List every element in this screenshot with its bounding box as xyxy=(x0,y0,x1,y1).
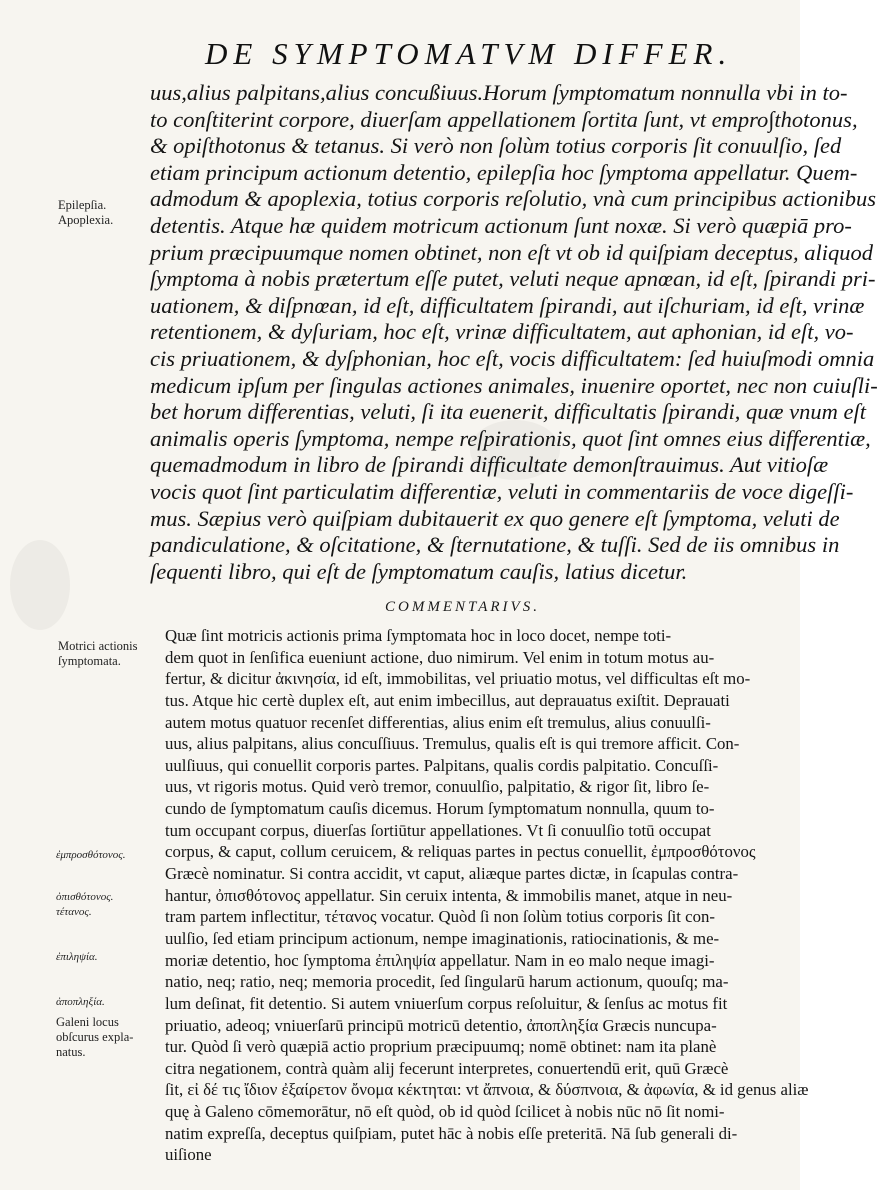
margin-note-line: ἐμπροσθότονος. xyxy=(56,849,126,861)
main-text-line: retentionem, & dyſuriam, hoc eſt, vrinæ difficultatem, aut aphonian, id eſt, vo- xyxy=(150,319,854,345)
commentarius-heading: COMMENTARIVS. xyxy=(385,599,540,615)
commentary-line: tus. Atque hic certè duplex eſt, aut enim imbecillus, aut deprauatus exiſtit. Deprauati xyxy=(165,690,730,710)
commentary-line: cundo de ſymptomatum cauſis dicemus. Horum ſymptomatum nonnulla, quum to- xyxy=(165,799,715,819)
commentary-line: uus, alius palpitans, alius concuſſiuus. Tremulus, qualis eſt is qui tremore afficit. Con- xyxy=(165,734,740,754)
margin-note-epilepsia xyxy=(58,198,113,228)
margin-note-line: Motrici actionis xyxy=(58,639,138,653)
margin-note-line: τέτανος. xyxy=(56,906,92,918)
main-text-line: prium præcipuumque nomen obtinet, non eſt vt ob id quiſpiam deceptus, aliquod xyxy=(150,239,874,265)
main-text-line: & opiſthotonus & tetanus. Si verò non ſolùm totius corporis ſit conuulſio, ſed xyxy=(150,133,842,159)
margin-note-line: Galeni locus xyxy=(56,1015,119,1029)
paper-stain xyxy=(10,540,70,630)
main-text-line: uationem, & diſpnœan, id eſt, difficultatem ſpirandi, aut iſchuriam, id eſt, vrinæ xyxy=(150,292,865,318)
commentary-line: Quæ ſint motricis actionis prima ſymptomata hoc in loco docet, nempe toti- xyxy=(165,626,672,645)
commentary-line: natim expreſſa, deceptus quiſpiam, putet hāc à nobis eſſe preteritā. Nā ſub generali di- xyxy=(165,1123,738,1143)
commentary-line: quę à Galeno cōmemorātur, nō eſt quòd, ob id quòd ſcilicet à nobis nūc nō ſit nomi- xyxy=(165,1102,725,1122)
margin-note-line: ὀπισθότονος. xyxy=(56,891,114,903)
running-head: DE SYMPTOMATVM DIFFER. xyxy=(205,36,733,71)
commentary-text xyxy=(165,625,809,1166)
commentary-line: priuatio, adeoq; vniuerſarū principū motricū detentio, ἀποπληξία Græcis nuncupa- xyxy=(165,1015,717,1035)
main-text-line: to conſtiterint corpore, diuerſam appellationem ſortita ſunt, vt empro∫thotonus, xyxy=(150,106,858,132)
margin-note-apoplexia-greek xyxy=(56,995,105,1010)
commentary-line: lum deſinat, fit detentio. Si autem vniuerſum corpus reſoluitur, & ſenſus ac motus fit xyxy=(165,993,728,1013)
margin-note-line: Epilepſia. xyxy=(58,198,107,212)
commentary-line: uulſiuus, qui conuellit corporis partes. Palpitans, qualis cordis palpitatio. Concuſſi- xyxy=(165,755,719,775)
margin-note-opisthotonos xyxy=(56,890,113,920)
main-text-line: ſequenti libro, qui eſt de ſymptomatum cauſis, latius dicetur. xyxy=(150,558,688,584)
commentary-line: citra negationem, contrà quàm alij fecerunt interpretes, conuertendū erit, quū Græcè xyxy=(165,1058,729,1078)
main-text-line: cis priuationem, & dyſphonian, hoc eſt, vocis difficultatem: ſed huiuſmodi omnia xyxy=(150,345,875,371)
main-text-line: detentis. Atque hæ quidem motricum actionum ſunt noxæ. Si verò quæpiā pro- xyxy=(150,212,852,238)
commentary-line: uulſio, ſed etiam principum actionum, nempe imaginationis, ratiocinationis, & me- xyxy=(165,928,720,948)
main-text-line: animalis operis ſymptoma, nempe reſpirationis, quot ſint omnes eius differentiæ, xyxy=(150,425,871,451)
commentary-line: autem motus quatuor recenſet differentias, alius enim eſt tremulus, alius conuulſi- xyxy=(165,712,711,732)
margin-note-line: ſymptomata. xyxy=(58,654,121,668)
commentary-line: dem quot in ſenſifica eueniunt actione, duo nimirum. Vel enim in totum motus au- xyxy=(165,647,715,667)
commentary-line: Græcè nominatur. Si contra accidit, vt caput, aliæque partes dictæ, in ſcapulas contra- xyxy=(165,864,739,884)
main-text-line: ſymptoma à nobis prætertum eſſe putet, veluti neque apnœan, id eſt, ſpirandi pri- xyxy=(150,266,876,292)
main-text-line: quemadmodum in libro de ſpirandi difficultate demonſtrauimus. Aut vitioſæ xyxy=(150,452,829,478)
main-text-line: bet horum differentias, veluti, ſi ita euenerit, difficultatis ſpirandi, quæ vnum eſt xyxy=(150,399,866,425)
commentary-line: uiſione xyxy=(165,1145,212,1165)
commentary-line: ſit, εἰ δέ τις ἴδιον ἐξαίρετον ὄνομα κέκτηται: vt ἄπνοια, & δύσπνοια, & ἀφωνία, & id genus aliæ xyxy=(165,1080,809,1100)
margin-note-line: Apoplexia. xyxy=(58,213,114,227)
margin-note-epilepsia-greek xyxy=(56,950,98,965)
main-text xyxy=(150,80,878,585)
margin-note-galeni xyxy=(56,1015,133,1060)
commentary-line: uus, vt rigoris motus. Quid verò tremor, conuulſio, palpitatio, & rigor ſit, libro ſe- xyxy=(165,777,710,797)
commentary-line: fertur, & dicitur ἀκινησία, id eſt, immobilitas, vel priuatio motus, vel difficultas eſt mo- xyxy=(165,669,751,689)
commentary-line: tram partem inflectitur, τέτανος vocatur. Quòd ſi non ſolùm totius corporis ſit con- xyxy=(165,907,715,927)
margin-note-line: obſcurus expla- xyxy=(56,1030,134,1044)
margin-note-line: natus. xyxy=(56,1045,86,1059)
commentary-line: moriæ detentio, hoc ſymptoma ἐπιληψία appellatur. Nam in eo malo neque imagi- xyxy=(165,950,715,970)
margin-note-emprosthotonos xyxy=(56,848,126,863)
main-text-line: admodum & apoplexia, totius corporis reſolutio, vnà cum principibus actionibus xyxy=(150,186,876,212)
main-text-line: uus,alius palpitans,alius concußiuus.Horum ſymptomatum nonnulla vbi in to- xyxy=(150,80,848,105)
margin-note-line: ἐπιληψία. xyxy=(56,951,98,963)
commentary-line: tum occupant corpus, diuerſas ſortiūtur appellationes. Vt ſi conuulſio totū occupat xyxy=(165,820,711,840)
commentary-line: corpus, & caput, collum ceruicem, & reliquas partes in pectus conuellit, ἐμπροσθότονος xyxy=(165,842,756,862)
main-text-line: mus. Sæpius verò quiſpiam dubitauerit ex quo genere eſt ſymptoma, veluti de xyxy=(150,505,840,531)
margin-note-line: ἀποπληξία. xyxy=(56,996,105,1008)
commentary-line: tur. Quòd ſi verò quæpiā actio proprium præcipuumq; nomē obtinet: nam ita planè xyxy=(165,1037,717,1057)
main-text-line: pandiculatione, & oſcitatione, & ſternutatione, & tuſſi. Sed de iis omnibus in xyxy=(150,532,840,558)
commentary-line: natio, neq; ratio, neq; memoria procedit, ſed ſingularū harum actionum, quouſq; ma- xyxy=(165,972,729,992)
main-text-line: vocis quot ſint particulatim differentiæ, veluti in commentariis de voce digeſſi- xyxy=(150,478,854,504)
margin-note-motrici xyxy=(58,639,138,669)
commentary-line: hantur, ὀπισθότονος appellatur. Sin ceruix intenta, & immobilis manet, atque in neu- xyxy=(165,885,733,905)
main-text-line: medicum ipſum per ſingulas actiones animales, inuenire oportet, nec non cuiuſli- xyxy=(150,372,878,398)
main-text-line: etiam principum actionum detentio, epilepſia hoc ſymptoma appellatur. Quem- xyxy=(150,159,858,185)
